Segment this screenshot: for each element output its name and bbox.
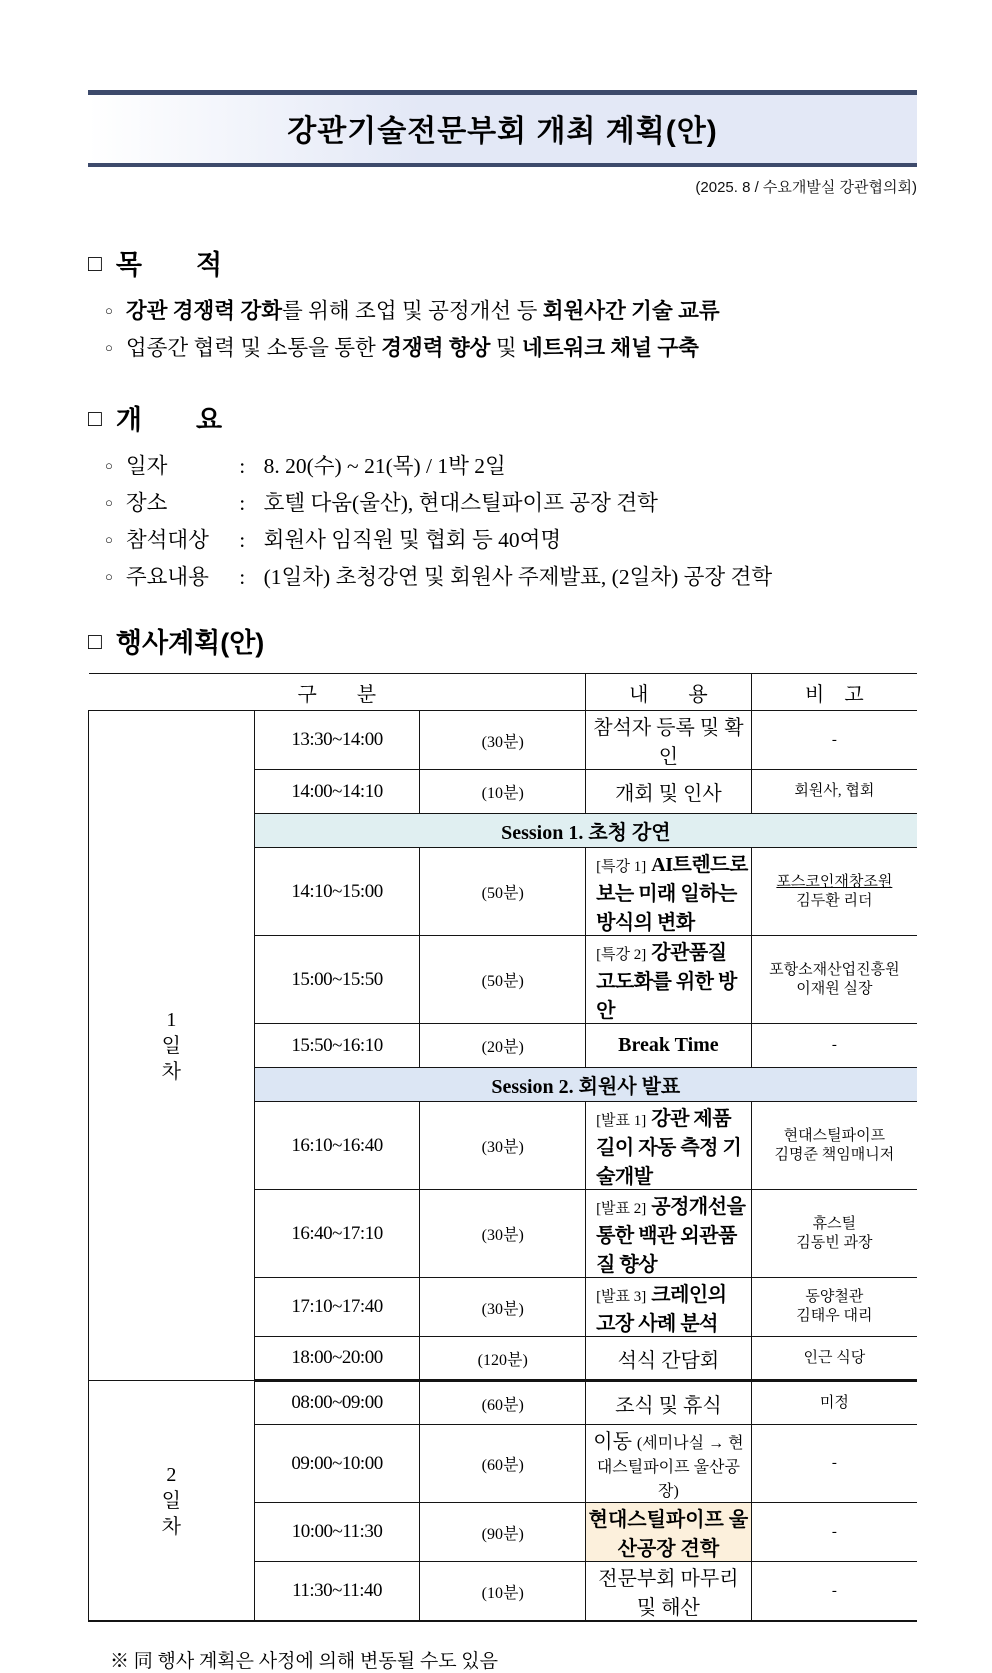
content-title: AI트렌드로 보는 미래 일하는 방식의 변화 xyxy=(596,854,748,934)
duration-cell: (30분) xyxy=(420,1190,586,1278)
plain-text: 를 위해 조업 및 공정개선 등 xyxy=(282,299,543,323)
circle-bullet-icon: ○ xyxy=(105,569,113,584)
time-cell: 13:30~14:00 xyxy=(254,711,420,770)
remark-line: 동양철관 xyxy=(805,1289,864,1305)
purpose-bullet-text xyxy=(126,331,699,365)
content-text: 개회 및 인사 xyxy=(615,783,722,805)
content-cell xyxy=(586,1337,752,1381)
bold-text: 회원사간 기술 교류 xyxy=(542,299,720,323)
purpose-bullet-text xyxy=(126,294,720,328)
overview-item-separator: : xyxy=(233,565,251,589)
duration-cell: (20분) xyxy=(420,1024,586,1068)
purpose-bullet-2 xyxy=(105,331,917,368)
remark-line: 김태우 대리 xyxy=(796,1308,873,1324)
time-cell: 17:10~17:40 xyxy=(254,1278,420,1337)
table-header-row xyxy=(89,674,918,711)
page-title: 강관기술전문부회 개최 계획(안) xyxy=(287,115,718,148)
content-text: 조식 및 휴식 xyxy=(615,1394,722,1417)
remark-cell xyxy=(751,848,917,936)
remark-line: - xyxy=(831,1523,837,1540)
content-title: 크레인의 고장 사례 분석 xyxy=(596,1284,727,1335)
remark-cell xyxy=(751,1024,917,1068)
square-marker-icon: □ xyxy=(88,405,102,431)
content-note: (세미나실 → 현대스틸파이프 울산공장) xyxy=(596,1435,744,1500)
content-cell xyxy=(586,1024,752,1068)
overview-item-separator: : xyxy=(233,528,251,552)
remark-cell xyxy=(751,1337,917,1381)
overview-list xyxy=(88,449,917,597)
schedule-table xyxy=(88,673,917,1622)
overview-item-label: 주요내용 xyxy=(125,565,209,589)
content-prefix: [특강 2] xyxy=(596,947,647,963)
overview-item-separator: : xyxy=(233,491,251,515)
remark-cell xyxy=(751,936,917,1024)
remark-cell xyxy=(751,1102,917,1190)
content-cell xyxy=(586,848,752,936)
overview-item-1 xyxy=(105,449,917,486)
remark-cell xyxy=(751,1562,917,1622)
day-label-1 xyxy=(89,711,255,1381)
content-text: 현대스틸파이프 울산공장 견학 xyxy=(588,1509,749,1560)
purpose-bullet-1 xyxy=(105,294,917,331)
bold-text: 강관 경쟁력 강화 xyxy=(125,299,282,323)
circle-bullet-icon: ○ xyxy=(105,458,113,473)
content-prefix: [발표 2] xyxy=(596,1201,647,1217)
overview-item-label: 일자 xyxy=(125,454,168,478)
session-header-cell: Session 2. 회원사 발표 xyxy=(254,1068,917,1102)
square-marker-icon: □ xyxy=(88,628,102,654)
remark-line: 김두환 리더 xyxy=(796,892,873,909)
remark-cell xyxy=(751,1278,917,1337)
schedule-heading-label: 행사계획(안) xyxy=(115,628,265,658)
duration-cell: (10분) xyxy=(420,1562,586,1622)
bold-text: 경쟁력 향상 xyxy=(381,336,491,360)
duration-cell: (30분) xyxy=(420,711,586,770)
time-cell: 11:30~11:40 xyxy=(254,1562,420,1622)
overview-heading xyxy=(88,398,917,437)
day-label-char: 일 xyxy=(161,1034,181,1057)
overview-item-value: 호텔 다움(울산), 현대스틸파이프 공장 견학 xyxy=(263,491,658,515)
square-marker-icon: □ xyxy=(88,250,102,276)
content-cell xyxy=(586,1503,752,1562)
schedule-heading xyxy=(88,621,917,660)
remark-line: 인근 식당 xyxy=(803,1349,866,1366)
remark-line: 휴스틸 xyxy=(812,1215,857,1232)
purpose-heading-label: 목 적 xyxy=(115,250,223,280)
bold-text: 네트워크 채널 구축 xyxy=(521,336,699,360)
duration-cell: (90분) xyxy=(420,1503,586,1562)
day-label-char: 차 xyxy=(161,1060,181,1083)
content-text: 석식 간담회 xyxy=(617,1349,720,1372)
content-cell xyxy=(586,1425,752,1503)
remark-line: 포항소재산업진흥원 xyxy=(769,961,900,978)
overview-item-separator: : xyxy=(233,454,251,478)
day-label-2 xyxy=(89,1381,255,1622)
purpose-list xyxy=(88,294,917,368)
column-header-content: 내 용 xyxy=(586,674,752,711)
remark-line: - xyxy=(831,1037,837,1053)
circle-bullet-icon: ○ xyxy=(105,303,113,318)
footnote: ※ 同 행사 계획은 사정에 의해 변동될 수도 있음 xyxy=(110,1651,499,1672)
duration-cell: (60분) xyxy=(420,1425,586,1503)
overview-item-2 xyxy=(105,486,917,523)
overview-heading-label: 개 요 xyxy=(115,405,223,435)
content-prefix: [특강 1] xyxy=(596,859,647,875)
duration-cell: (30분) xyxy=(420,1102,586,1190)
remark-cell xyxy=(751,1503,917,1562)
duration-cell: (60분) xyxy=(420,1381,586,1425)
duration-cell: (50분) xyxy=(420,936,586,1024)
day-label-char: 1 xyxy=(166,1008,177,1031)
remark-line: 김동빈 과장 xyxy=(796,1234,873,1251)
time-cell: 10:00~11:30 xyxy=(254,1503,420,1562)
remark-line: 현대스틸파이프 xyxy=(783,1127,886,1144)
content-prefix: [발표 3] xyxy=(596,1289,647,1305)
remark-cell xyxy=(751,1190,917,1278)
content-cell xyxy=(586,1102,752,1190)
time-cell: 15:00~15:50 xyxy=(254,936,420,1024)
remark-line: 이재원 실장 xyxy=(796,980,873,997)
day-label-char: 일 xyxy=(161,1489,181,1512)
overview-item-3 xyxy=(105,523,917,560)
remark-line: 김명준 책임매니저 xyxy=(774,1146,895,1163)
time-cell: 18:00~20:00 xyxy=(254,1337,420,1381)
content-title: 강관품질 고도화를 위한 방안 xyxy=(596,942,737,1022)
remark-line: - xyxy=(831,1582,837,1599)
content-cell xyxy=(586,1562,752,1622)
circle-bullet-icon: ○ xyxy=(105,532,113,547)
time-cell: 16:40~17:10 xyxy=(254,1190,420,1278)
title-banner xyxy=(88,90,917,167)
overview-item-value: 8. 20(수) ~ 21(목) / 1박 2일 xyxy=(263,454,506,478)
column-header-gubun: 구 분 xyxy=(89,674,586,711)
day-label-char: 2 xyxy=(166,1463,177,1486)
content-text: 참석자 등록 및 확인 xyxy=(593,717,744,768)
purpose-heading xyxy=(88,243,917,282)
plain-text: 업종간 협력 및 소통을 통한 xyxy=(125,336,382,360)
content-cell xyxy=(586,711,752,770)
remark-cell xyxy=(751,1425,917,1503)
content-cell xyxy=(586,770,752,814)
content-title: 공정개선을 통한 백관 외관품질 향상 xyxy=(596,1196,746,1276)
overview-item-label: 장소 xyxy=(125,491,168,515)
plain-text: 및 xyxy=(490,336,522,360)
circle-bullet-icon: ○ xyxy=(105,340,113,355)
content-cell xyxy=(586,1190,752,1278)
duration-cell: (50분) xyxy=(420,848,586,936)
content-text: Break Time xyxy=(618,1034,719,1056)
time-cell: 08:00~09:00 xyxy=(254,1381,420,1425)
column-header-remark: 비 고 xyxy=(751,674,917,711)
day-label-char: 차 xyxy=(161,1515,181,1538)
content-prefix: [발표 1] xyxy=(596,1113,647,1129)
table-row xyxy=(89,711,918,770)
remark-cell xyxy=(751,770,917,814)
circle-bullet-icon: ○ xyxy=(105,495,113,510)
content-title: 강관 제품 길이 자동 측정 기술개발 xyxy=(596,1108,742,1188)
time-cell: 14:00~14:10 xyxy=(254,770,420,814)
overview-item-4 xyxy=(105,560,917,597)
subtitle: (2025. 8 / 수요개발실 강관협의회) xyxy=(695,179,917,196)
content-text: 전문부회 마무리 및 해산 xyxy=(598,1568,739,1619)
duration-cell: (10분) xyxy=(420,770,586,814)
overview-item-value: (1일차) 초청강연 및 회원사 주제발표, (2일차) 공장 견학 xyxy=(263,565,773,589)
remark-line: 미정 xyxy=(819,1394,849,1411)
time-cell: 09:00~10:00 xyxy=(254,1425,420,1503)
session-header-cell: Session 1. 초청 강연 xyxy=(254,814,917,848)
time-cell: 15:50~16:10 xyxy=(254,1024,420,1068)
overview-item-value: 회원사 임직원 및 협회 등 40여명 xyxy=(263,528,562,552)
remark-line: 회원사, 협회 xyxy=(794,783,875,799)
remark-line: 포스코인재창조원 xyxy=(776,873,893,890)
duration-cell: (30분) xyxy=(420,1278,586,1337)
remark-line: - xyxy=(831,1455,837,1471)
content-cell xyxy=(586,936,752,1024)
time-cell: 14:10~15:00 xyxy=(254,848,420,936)
content-cell xyxy=(586,1278,752,1337)
remark-line: - xyxy=(831,731,837,748)
remark-cell xyxy=(751,711,917,770)
overview-item-label: 참석대상 xyxy=(125,528,209,552)
duration-cell: (120분) xyxy=(420,1337,586,1381)
time-cell: 16:10~16:40 xyxy=(254,1102,420,1190)
content-text: 이동 xyxy=(593,1431,637,1453)
